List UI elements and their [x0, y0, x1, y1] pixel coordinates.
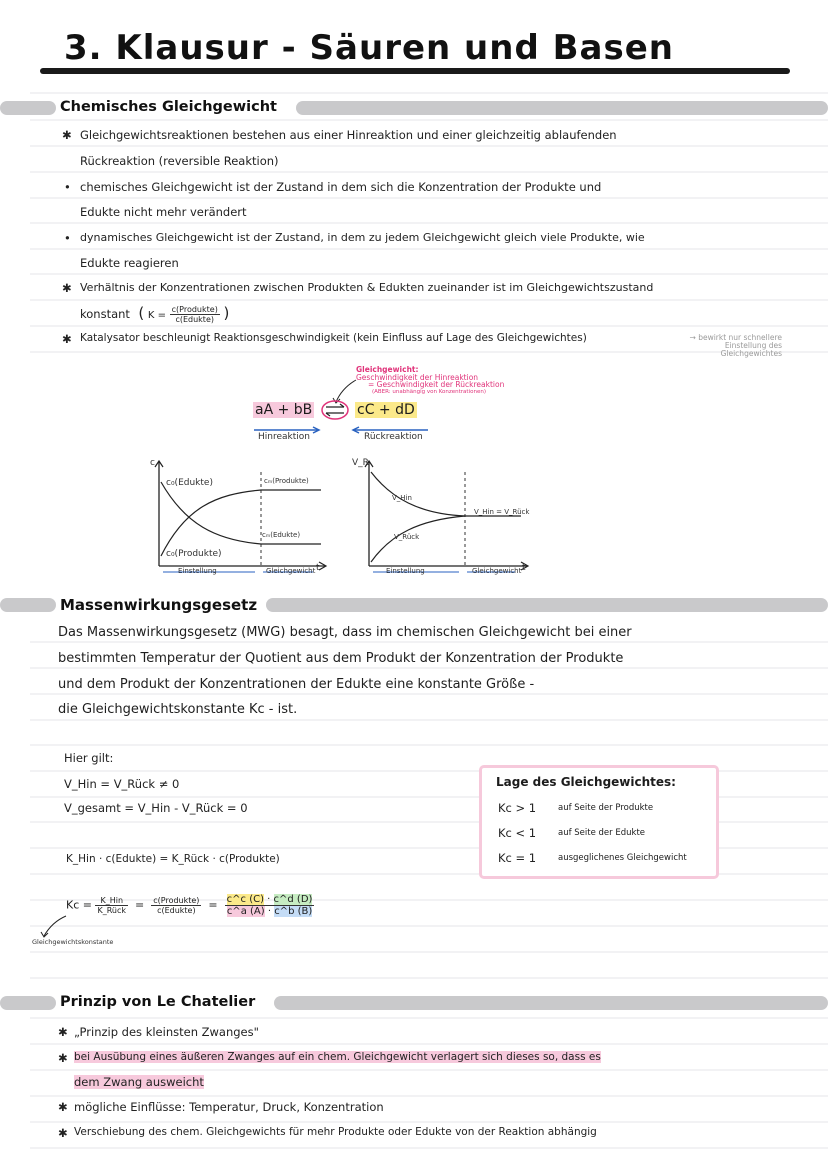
graph2-forward: V_Hin: [392, 494, 412, 502]
graph1-phase-gleichgewicht: Gleichgewicht: [266, 567, 316, 575]
graph2-phase-gleichgewicht: Gleichgewicht: [472, 567, 522, 575]
mwg-paragraph-line: Das Massenwirkungsgesetz (MWG) besagt, dass im chemischen Gleichgewicht bei einer: [58, 625, 632, 640]
bullet-text-cont: [74, 1075, 204, 1089]
kc-frac2-num: c(Produkte): [153, 896, 200, 905]
rate-graph: [355, 458, 535, 578]
section-bar-left: [0, 598, 56, 612]
bullet-text: Verschiebung des chem. Gleichgewichts für mehr Produkte oder Edukte von der Reaktion abhängig: [74, 1126, 597, 1138]
mwg-paragraph-line: die Gleichgewichtskonstante Kc - ist.: [58, 702, 298, 717]
kc-frac3-den: c^a (A) · c^b (B): [226, 906, 313, 917]
bullet-text: [74, 1051, 601, 1063]
k-numerator: c(Produkte): [171, 305, 218, 314]
bullet-text: mögliche Einflüsse: Temperatur, Druck, Konzentration: [74, 1100, 384, 1114]
kc-label: Gleichgewichtskonstante: [32, 938, 114, 946]
forward-arrow-icon: [252, 426, 322, 434]
bullet-text-cont: Edukte reagieren: [80, 256, 179, 270]
section-bar-left: [0, 101, 56, 115]
bullet-text: chemisches Gleichgewicht ist der Zustand in dem sich die Konzentration der Produkte und: [80, 180, 602, 194]
bullet-star-icon: ✱: [62, 281, 72, 295]
concentration-graph: [145, 458, 335, 578]
equilibrium-arrows-icon: [320, 399, 350, 421]
rate-equation-2: V_gesamt = V_Hin - V_Rück = 0: [64, 801, 248, 815]
graph2-equal: V_Hin = V_Rück: [474, 508, 530, 516]
equilibrium-note-line: (ABER: unabhängig von Konzentrationen): [372, 388, 486, 395]
graph1-y-axis: c: [150, 458, 155, 468]
section-bar-right: [274, 996, 828, 1010]
graph2-x-axis: t: [522, 563, 526, 573]
section-heading-mwg: Massenwirkungsgesetz: [56, 596, 265, 614]
section-heading-gleichgewicht: Chemisches Gleichgewicht: [56, 99, 285, 115]
graph1-phase-einstellung: Einstellung: [178, 567, 217, 575]
equation-lhs: [253, 402, 314, 418]
kc-frac2-den: c(Edukte): [157, 906, 196, 915]
section-heading-le-chatelier: Prinzip von Le Chatelier: [56, 994, 263, 1010]
equilibrium-note-line: Geschwindigkeit der Hinreaktion: [356, 372, 479, 382]
mwg-paragraph-line: und dem Produkt der Konzentrationen der Edukte eine konstante Größe -: [58, 677, 535, 692]
bullet-star-icon: ✱: [58, 1126, 68, 1140]
rate-equation-3: K_Hin · c(Edukte) = K_Rück · c(Produkte): [66, 853, 280, 865]
page-title: 3. Klausur - Säuren und Basen: [64, 28, 675, 68]
bullet-star-icon: ✱: [58, 1025, 68, 1039]
kc-frac1-den: K_Rück: [97, 906, 127, 915]
backward-label: Rückreaktion: [364, 432, 423, 442]
bullet-text-cont: Edukte nicht mehr verändert: [80, 205, 247, 219]
side-note-line: Gleichgewichtes: [720, 349, 782, 358]
lage-cond: Kc > 1: [498, 801, 537, 815]
graph1-produkte-start: c₀(Produkte): [166, 549, 222, 559]
forward-label: Hinreaktion: [258, 432, 310, 442]
side-note-line: Einstellung des: [724, 341, 782, 350]
kc-frac3-num: c^c (C) · c^d (D): [226, 894, 313, 905]
bullet-text: Katalysator beschleunigt Reaktionsgeschwindigkeit (kein Einfluss auf Lage des Gleichgewichtes): [80, 332, 587, 344]
graph2-backward: V_Rück: [394, 533, 420, 541]
bullet-star-icon: ✱: [58, 1051, 68, 1065]
bullet-text-highlight: bei Ausübung eines äußeren Zwanges auf ein chem. Gleichgewicht verlagert sich dieses so, dass es: [74, 1051, 601, 1063]
kc-pointer-icon: [38, 914, 68, 940]
bullet-text: „Prinzip des kleinsten Zwanges": [74, 1025, 259, 1039]
kc-lhs: Kc =: [66, 898, 92, 912]
rate-equation-1: V_Hin = V_Rück ≠ 0: [64, 777, 180, 791]
kc-d-term: c^d (D): [273, 894, 313, 905]
kc-c-term: c^c (C): [226, 894, 264, 905]
k-prefix: konstant: [80, 307, 130, 321]
section-bar-right: [266, 598, 828, 612]
kc-b-term: c^b (B): [274, 906, 313, 917]
mwg-paragraph-line: bestimmten Temperatur der Quotient aus dem Produkt der Konzentration der Produkte: [58, 651, 624, 666]
bullet-text: Gleichgewichtsreaktionen bestehen aus einer Hinreaktion und einer gleichzeitig ablaufenden: [80, 128, 617, 142]
kc-formula: Kc = $\frac{\text{K\_Hin}}{\text{K\_Rück}}$ = $\frac{\text{c(Produkte)}}{\text{c(Edukte)}}$ = $\frac{c\^{}c (C) \cdot c\^{}d (D)}{c\^{}a (A) \cdot c\^{}b (B)}$: [66, 894, 313, 917]
lage-text: auf Seite der Produkte: [558, 803, 654, 813]
graph1-edukte-start: c₀(Edukte): [166, 478, 213, 488]
side-note-line: → bewirkt nur schnellere: [689, 333, 782, 342]
graph1-produkte-eq: cₘ(Produkte): [264, 477, 309, 485]
equilibrium-note-title: Gleichgewicht:: [356, 365, 419, 374]
side-note: [660, 334, 782, 358]
bullet-dot-icon: •: [64, 231, 71, 245]
bullet-text: dynamisches Gleichgewicht ist der Zustand, in dem zu jedem Gleichgewicht gleich viele Produkte, wie: [80, 231, 645, 244]
graph2-phase-einstellung: Einstellung: [386, 567, 425, 575]
lage-text: ausgeglichenes Gleichgewicht: [558, 853, 687, 863]
kc-a-term: c^a (A): [226, 906, 265, 917]
section-bar-left: [0, 996, 56, 1010]
backward-arrow-icon: [350, 426, 430, 434]
equation-rhs: [355, 402, 417, 418]
title-underline: [40, 68, 790, 74]
k-denominator: c(Edukte): [175, 315, 214, 324]
lage-text: auf Seite der Edukte: [558, 828, 646, 838]
graph1-x-axis: t: [316, 563, 320, 573]
lage-cond: Kc = 1: [498, 851, 537, 865]
bullet-text-highlight: dem Zwang ausweicht: [74, 1075, 204, 1089]
equation-rhs-text: cC + dD: [357, 402, 415, 418]
equilibrium-note: [356, 366, 504, 396]
bullet-text: Verhältnis der Konzentrationen zwischen Produkten & Edukten zueinander ist im Gleichgewichtszustand: [80, 281, 654, 294]
kc-frac1-num: K_Hin: [95, 896, 128, 906]
graph1-edukte-eq: cₘ(Edukte): [262, 531, 301, 539]
here-label: Hier gilt:: [64, 751, 114, 765]
bullet-star-icon: ✱: [58, 1100, 68, 1114]
equation-lhs-text: aA + bB: [255, 402, 313, 418]
equilibrium-note-line: = Geschwindigkeit der Rückreaktion: [368, 380, 505, 389]
k-definition: konstant ( K = $\frac{\text{c(Produkte)}}{\text{c(Edukte)}}$ ): [80, 304, 230, 324]
bullet-star-icon: ✱: [62, 128, 72, 142]
graph2-y-axis: V_R: [352, 458, 369, 468]
lage-title: Lage des Gleichgewichtes:: [496, 775, 676, 789]
lage-cond: Kc < 1: [498, 826, 537, 840]
k-label: K =: [147, 310, 166, 321]
bullet-star-icon: ✱: [62, 332, 72, 346]
bullet-dot-icon: •: [64, 180, 71, 194]
section-bar-right: [296, 101, 828, 115]
bullet-text-cont: Rückreaktion (reversible Reaktion): [80, 154, 279, 168]
